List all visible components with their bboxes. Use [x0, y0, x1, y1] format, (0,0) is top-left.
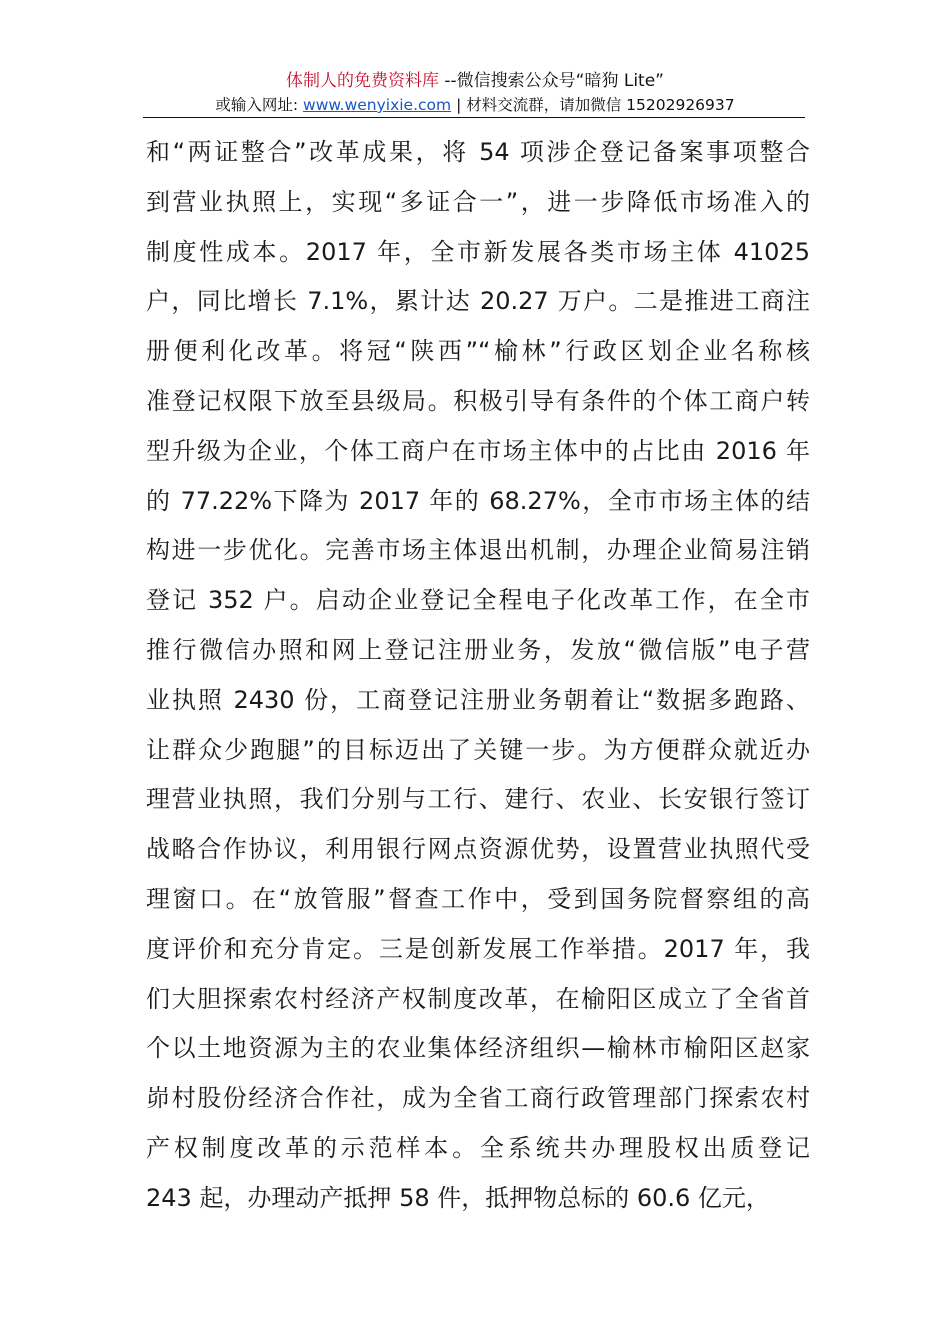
body-line: 243 起，办理动产抵押 58 件，抵押物总标的 60.6 亿元， — [146, 1183, 770, 1212]
header-contact: | 材料交流群，请加微信 15202926937 — [451, 96, 735, 114]
body-line: 册便利化改革。将冠“陕西”“榆林”行政区划企业名称核 — [146, 337, 810, 366]
body-line: 构进一步优化。完善市场主体退出机制，办理企业简易注销 — [146, 536, 810, 565]
body-line: 到营业执照上，实现“多证合一”，进一步降低市场准入的 — [146, 187, 810, 216]
header-url-link[interactable]: www.wenyixie.com — [303, 96, 452, 114]
body-line: 的 77.22%下降为 2017 年的 68.27%，全市市场主体的结 — [146, 486, 810, 515]
body-line: 峁村股份经济合作社，成为全省工商行政管理部门探索农村 — [146, 1084, 810, 1113]
body-line: 战略合作协议，利用银行网点资源优势，设置营业执照代受 — [146, 835, 810, 864]
body-line: 登记 352 户。启动企业登记全程电子化改革工作，在全市 — [146, 586, 810, 615]
body-line: 推行微信办照和网上登记注册业务，发放“微信版”电子营 — [146, 635, 810, 664]
body-line: 制度性成本。2017 年，全市新发展各类市场主体 41025 — [146, 237, 810, 266]
body-line: 度评价和充分肯定。三是创新发展工作举措。2017 年，我 — [146, 934, 810, 963]
body-line: 业执照 2430 份，工商登记注册业务朝着让“数据多跑路、 — [146, 685, 810, 714]
document-body — [146, 128, 810, 1224]
body-line: 理窗口。在“放管服”督查工作中，受到国务院督察组的高 — [146, 884, 810, 913]
body-line: 和“两证整合”改革成果，将 54 项涉企登记备案事项整合 — [146, 138, 810, 166]
header-url-prefix: 或输入网址: — [215, 96, 304, 114]
body-line: 个以土地资源为主的农业集体经济组织—榆林市榆阳区赵家 — [146, 1034, 810, 1063]
body-line: 准登记权限下放至县级局。积极引导有条件的个体工商户转 — [146, 386, 810, 415]
body-line: 让群众少跑腿”的目标迈出了关键一步。为方便群众就近办 — [146, 735, 810, 764]
header-title-line — [0, 70, 950, 92]
header-brand: 体制人的免费资料库 — [285, 71, 439, 91]
body-line: 户，同比增长 7.1%，累计达 20.27 万户。二是推进工商注 — [146, 287, 810, 316]
header-subtitle: --微信搜索公众号“暗狗 Lite” — [438, 71, 664, 91]
header-contact-line — [0, 94, 950, 116]
page-header — [0, 70, 950, 116]
body-line: 们大胆探索农村经济产权制度改革，在榆阳区成立了全省首 — [146, 984, 810, 1013]
body-line: 理营业执照，我们分别与工行、建行、农业、长安银行签订 — [146, 785, 810, 814]
body-line: 产权制度改革的示范样本。全系统共办理股权出质登记 — [146, 1133, 810, 1162]
header-divider — [143, 117, 805, 118]
body-line: 型升级为企业，个体工商户在市场主体中的占比由 2016 年 — [146, 436, 810, 465]
